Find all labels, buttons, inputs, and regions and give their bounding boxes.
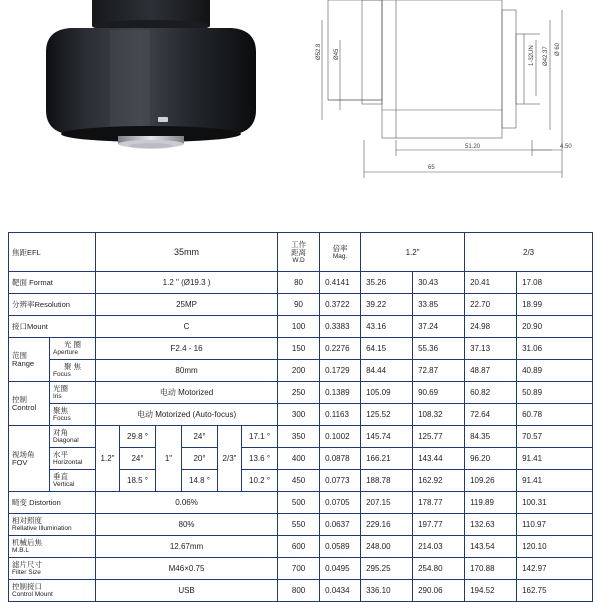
fov-cell: 194.52 — [465, 580, 517, 602]
lens-photo — [0, 0, 300, 228]
efl-label: 焦距EFL — [9, 233, 96, 272]
diagonal-label — [50, 426, 96, 448]
distortion-value: 0.06% — [96, 492, 278, 514]
fov-cell: 84.35 — [465, 426, 517, 448]
lens-photo-image — [0, 0, 300, 228]
filter-label-zh: 滤片尺寸 — [12, 560, 42, 569]
resolution-label: 分辨率Resolution — [9, 294, 96, 316]
mag-cell: 0.0589 — [320, 536, 361, 558]
table-row — [9, 492, 593, 514]
fov-cell: 229.16 — [361, 514, 413, 536]
fov-cell: 125.52 — [361, 404, 413, 426]
fov-diag-1: 29.8 ° — [120, 426, 156, 448]
diagonal-label-en: Diagonal — [53, 437, 79, 444]
fov-cell: 22.70 — [465, 294, 517, 316]
fov-cell: 132.63 — [465, 514, 517, 536]
table-row — [9, 272, 593, 294]
header-row — [9, 233, 593, 272]
control-label-zh: 控制 — [12, 395, 27, 404]
fov-label-zh: 视场角 — [12, 450, 35, 459]
aperture-label — [50, 338, 96, 360]
fov-cell: 24.98 — [465, 316, 517, 338]
fov-cell: 207.15 — [361, 492, 413, 514]
fov-cell: 110.97 — [517, 514, 593, 536]
fov-cell: 170.88 — [465, 558, 517, 580]
control-focus-label — [50, 404, 96, 426]
fov-cell: 248.00 — [361, 536, 413, 558]
fov-cell: 72.87 — [413, 360, 465, 382]
fov-cell: 55.36 — [413, 338, 465, 360]
mag-cell: 0.0773 — [320, 470, 361, 492]
fov-cell: 100.31 — [517, 492, 593, 514]
mag-header-en: Mag. — [332, 252, 348, 260]
fov-cell: 162.75 — [517, 580, 593, 602]
fov-cell: 43.16 — [361, 316, 413, 338]
wd-cell: 150 — [278, 338, 320, 360]
fov-cell: 37.13 — [465, 338, 517, 360]
vertical-label-zh: 垂直 — [53, 472, 68, 481]
mag-cell: 0.1389 — [320, 382, 361, 404]
fov-cell: 33.85 — [413, 294, 465, 316]
table-row — [9, 338, 593, 360]
control-mount-value: USB — [96, 580, 278, 602]
mag-cell: 0.3383 — [320, 316, 361, 338]
dim-label-6: 51.20 — [465, 144, 481, 150]
control-label-en: Control — [12, 403, 37, 412]
mag-cell: 0.3722 — [320, 294, 361, 316]
fov-cell: 20.90 — [517, 316, 593, 338]
table-row — [9, 404, 593, 426]
wd-header — [278, 233, 320, 272]
fov-cell: 166.21 — [361, 448, 413, 470]
fov-cell: 70.57 — [517, 426, 593, 448]
wd-cell: 550 — [278, 514, 320, 536]
fov-cell: 188.78 — [361, 470, 413, 492]
table-row — [9, 426, 593, 448]
wd-header-en: W.D — [292, 256, 305, 264]
fov-cell: 35.26 — [361, 272, 413, 294]
format-label: 靶面 Format — [9, 272, 96, 294]
wd-cell: 400 — [278, 448, 320, 470]
fov-cell: 20.41 — [465, 272, 517, 294]
fov-cell: 90.69 — [413, 382, 465, 404]
control-mount-label-zh: 控制接口 — [12, 582, 42, 591]
control-focus-label-zh: 聚焦 — [53, 406, 68, 415]
fov-cell: 91.41 — [517, 448, 593, 470]
wd-cell: 500 — [278, 492, 320, 514]
fov-vert-3: 10.2 ° — [242, 470, 278, 492]
fov-cell: 143.54 — [465, 536, 517, 558]
fov-cell: 254.80 — [413, 558, 465, 580]
mag-cell: 0.0434 — [320, 580, 361, 602]
dim-label-5: Ø 60 — [555, 42, 561, 56]
fov-cell: 178.77 — [413, 492, 465, 514]
fov-cell: 142.97 — [517, 558, 593, 580]
format-value: 1.2 " (Ø19.3 ) — [96, 272, 278, 294]
sensor-header-1: 1.2" — [361, 233, 465, 272]
dim-label-3: 1-32UN — [529, 45, 535, 66]
diagonal-label-zh: 对角 — [53, 428, 68, 437]
fov-cell: 30.43 — [413, 272, 465, 294]
fov-cell: 50.89 — [517, 382, 593, 404]
control-focus-label-en: Focus — [53, 415, 71, 422]
fov-cell: 64.15 — [361, 338, 413, 360]
wd-cell: 80 — [278, 272, 320, 294]
mag-cell: 0.0705 — [320, 492, 361, 514]
wd-cell: 700 — [278, 558, 320, 580]
filter-value: M46×0.75 — [96, 558, 278, 580]
aperture-value: F2.4 - 16 — [96, 338, 278, 360]
mount-value: C — [96, 316, 278, 338]
aperture-label-zh: 光 圈 — [63, 340, 82, 349]
wd-cell: 200 — [278, 360, 320, 382]
iris-label — [50, 382, 96, 404]
control-label — [9, 382, 50, 426]
fov-cell: 108.32 — [413, 404, 465, 426]
table-row — [9, 558, 593, 580]
wd-cell: 100 — [278, 316, 320, 338]
fov-cell: 17.08 — [517, 272, 593, 294]
mag-cell: 0.0495 — [320, 558, 361, 580]
wd-cell: 90 — [278, 294, 320, 316]
fov-cell: 84.44 — [361, 360, 413, 382]
dimension-drawing — [300, 0, 600, 228]
table-row — [9, 382, 593, 404]
iris-value: 电动 Motorized — [96, 382, 278, 404]
range-label — [9, 338, 50, 382]
distortion-label: 畸变 Distortion — [9, 492, 96, 514]
sensor-header-2: 2/3 — [465, 233, 593, 272]
mount-label: 接口Mount — [9, 316, 96, 338]
control-mount-label — [9, 580, 96, 602]
fov-sensor-3: 2/3" — [218, 426, 242, 492]
control-mount-label-en: Control Mount — [12, 591, 53, 598]
dim-label-2: Ø45 — [334, 48, 340, 60]
table-row — [9, 580, 593, 602]
aperture-label-en: Aperture — [53, 349, 78, 356]
fov-cell: 31.06 — [517, 338, 593, 360]
wd-cell: 350 — [278, 426, 320, 448]
fov-cell: 125.77 — [413, 426, 465, 448]
fov-cell: 60.82 — [465, 382, 517, 404]
mbl-label-zh: 机械后焦 — [12, 538, 42, 547]
spec-table — [8, 232, 593, 602]
range-label-zh: 范围 — [12, 351, 27, 360]
fov-cell: 120.10 — [517, 536, 593, 558]
mbl-value: 12.67mm — [96, 536, 278, 558]
focus-label-zh: 聚 焦 — [63, 362, 82, 371]
fov-cell: 336.10 — [361, 580, 413, 602]
fov-cell: 145.74 — [361, 426, 413, 448]
control-focus-value: 电动 Motorized (Auto-focus) — [96, 404, 278, 426]
dim-label-4: Ø42.37 — [543, 46, 549, 66]
fov-cell: 39.22 — [361, 294, 413, 316]
vertical-label-en: Vertical — [53, 481, 75, 488]
mag-cell: 0.1163 — [320, 404, 361, 426]
fov-cell: 48.87 — [465, 360, 517, 382]
fov-cell: 214.03 — [413, 536, 465, 558]
mbl-label-en: M.B.L — [12, 547, 29, 554]
fov-horiz-3: 13.6 ° — [242, 448, 278, 470]
table-row — [9, 316, 593, 338]
fov-horiz-2: 20° — [182, 448, 218, 470]
fov-sensor-2: 1" — [156, 426, 182, 492]
filter-label-en: Filter Size — [12, 569, 41, 576]
range-label-en: Range — [12, 359, 35, 368]
fov-diag-2: 24° — [182, 426, 218, 448]
wd-header-zh: 工作距离 — [291, 239, 307, 257]
mbl-label — [9, 536, 96, 558]
fov-cell: 18.99 — [517, 294, 593, 316]
fov-cell: 119.89 — [465, 492, 517, 514]
illumination-value: 80% — [96, 514, 278, 536]
table-row — [9, 294, 593, 316]
fov-diag-3: 17.1 ° — [242, 426, 278, 448]
horizontal-label-zh: 水平 — [53, 450, 68, 459]
dimension-drawing-svg — [300, 0, 600, 228]
table-row — [9, 514, 593, 536]
horizontal-label-en: Horizontal — [53, 459, 83, 466]
illumination-label-zh: 相对照度 — [12, 516, 42, 525]
wd-cell: 300 — [278, 404, 320, 426]
horizontal-label — [50, 448, 96, 470]
wd-cell: 450 — [278, 470, 320, 492]
wd-cell: 800 — [278, 580, 320, 602]
iris-label-en: Iris — [53, 393, 62, 400]
fov-cell: 197.77 — [413, 514, 465, 536]
mag-cell: 0.1002 — [320, 426, 361, 448]
wd-cell: 600 — [278, 536, 320, 558]
table-row — [9, 360, 593, 382]
wd-cell: 250 — [278, 382, 320, 404]
fov-vert-2: 14.8 ° — [182, 470, 218, 492]
resolution-value: 25MP — [96, 294, 278, 316]
fov-vert-1: 18.5 ° — [120, 470, 156, 492]
table-row — [9, 536, 593, 558]
fov-cell: 72.64 — [465, 404, 517, 426]
illumination-label-en: Rellative Illumination — [12, 525, 72, 532]
illumination-label — [9, 514, 96, 536]
fov-cell: 295.25 — [361, 558, 413, 580]
mag-cell: 0.0637 — [320, 514, 361, 536]
dim-label-8: 65 — [428, 165, 435, 171]
fov-label-en: FOV — [12, 458, 28, 467]
efl-value: 35mm — [96, 233, 278, 272]
focus-value: 80mm — [96, 360, 278, 382]
fov-cell: 40.89 — [517, 360, 593, 382]
fov-cell: 91.41 — [517, 470, 593, 492]
iris-label-zh: 光圈 — [53, 384, 68, 393]
fov-label — [9, 426, 50, 492]
mag-cell: 0.2276 — [320, 338, 361, 360]
filter-label — [9, 558, 96, 580]
dim-label-7: 4.50 — [560, 144, 572, 150]
fov-cell: 96.20 — [465, 448, 517, 470]
mag-header — [320, 233, 361, 272]
focus-label — [50, 360, 96, 382]
fov-cell: 37.24 — [413, 316, 465, 338]
focus-label-en: Focus — [53, 371, 71, 378]
mag-cell: 0.1729 — [320, 360, 361, 382]
fov-sensor-1: 1.2" — [96, 426, 120, 492]
fov-cell: 60.78 — [517, 404, 593, 426]
mag-header-zh: 倍率 — [332, 243, 348, 253]
fov-cell: 109.26 — [465, 470, 517, 492]
fov-cell: 290.06 — [413, 580, 465, 602]
fov-cell: 162.92 — [413, 470, 465, 492]
dim-label-1: Ø52.8 — [316, 43, 322, 60]
fov-cell: 105.09 — [361, 382, 413, 404]
fov-cell: 143.44 — [413, 448, 465, 470]
vertical-label — [50, 470, 96, 492]
mag-cell: 0.0878 — [320, 448, 361, 470]
mag-cell: 0.4141 — [320, 272, 361, 294]
fov-horiz-1: 24° — [120, 448, 156, 470]
